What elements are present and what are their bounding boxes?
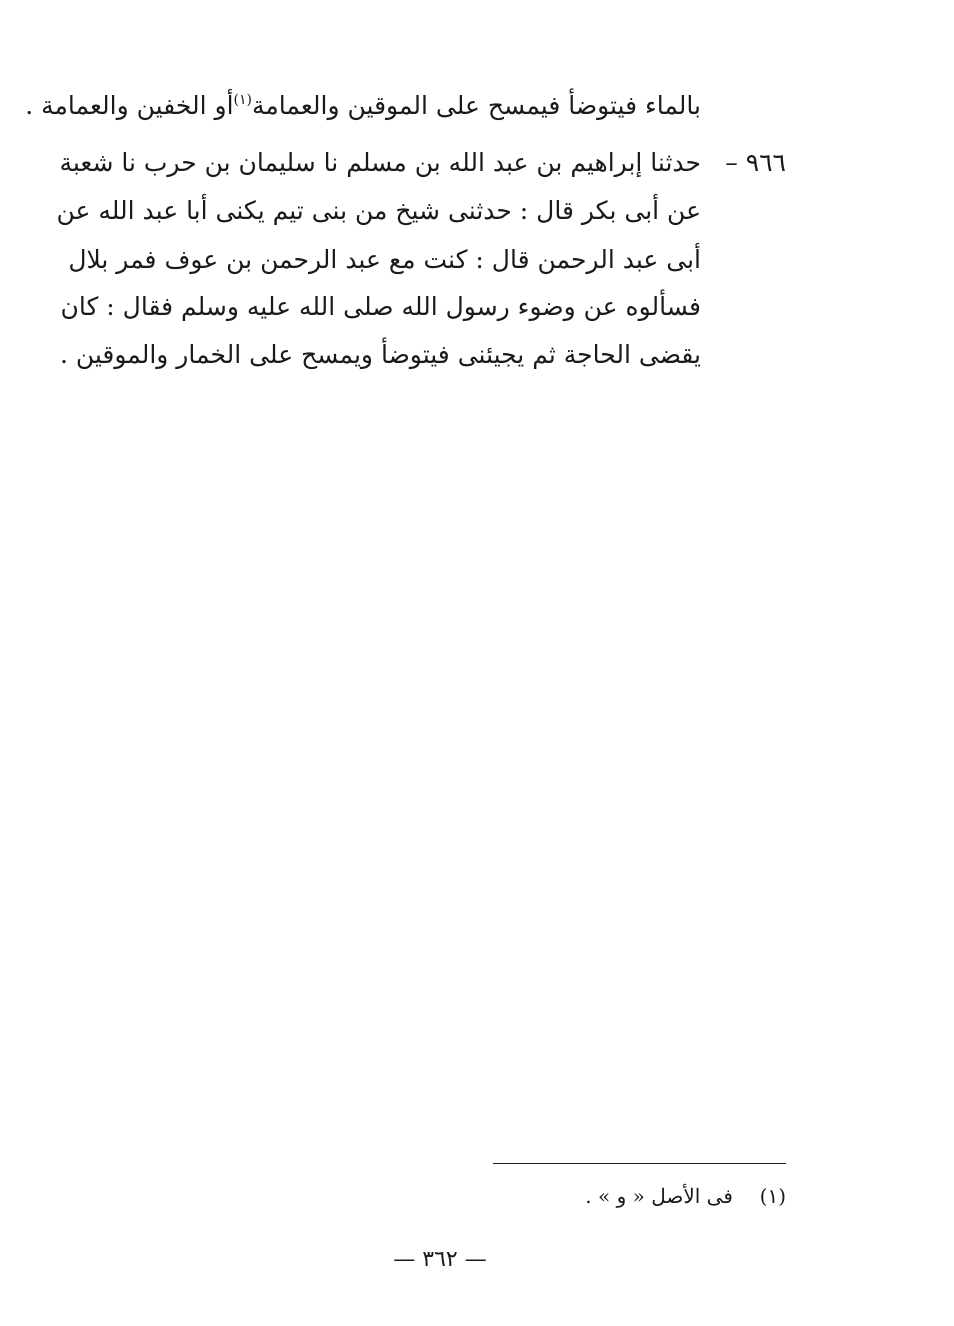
hadith-number: ٩٦٦ – — [725, 148, 786, 177]
hadith-line-4: فسألوه عن وضوء رسول الله صلى الله عليه وسلم فقال : كان — [60, 292, 701, 321]
hadith-line-1: حدثنا إبراهيم بن عبد الله بن مسلم نا سليمان بن حرب نا شعبة — [59, 148, 701, 177]
hadith-line-2: عن أبى بكر قال : حدثنى شيخ من بنى تيم يكنى أبا عبد الله عن — [56, 196, 701, 225]
continuation-text-after-note: أو الخفين والعمامة . — [25, 91, 234, 120]
continuation-line — [25, 84, 701, 128]
footnote-1 — [585, 1178, 786, 1214]
page-number: — ٣٦٢ — — [393, 1247, 487, 1272]
footnote-1-marker: (١) — [759, 1184, 786, 1208]
footnote-1-text: فى الأصل « و » . — [585, 1184, 733, 1208]
hadith-line-5: يقضى الحاجة ثم يجيئنى فيتوضأ ويمسح على الخمار والموقين . — [59, 340, 701, 369]
footnote-separator — [493, 1163, 786, 1164]
footnote-marker: (١) — [233, 92, 252, 108]
continuation-text-before-note: بالماء فيتوضأ فيمسح على الموقين والعمامة — [252, 91, 701, 120]
hadith-line-3: أبى عبد الرحمن قال : كنت مع عبد الرحمن بن عوف فمر بلال — [68, 245, 701, 274]
